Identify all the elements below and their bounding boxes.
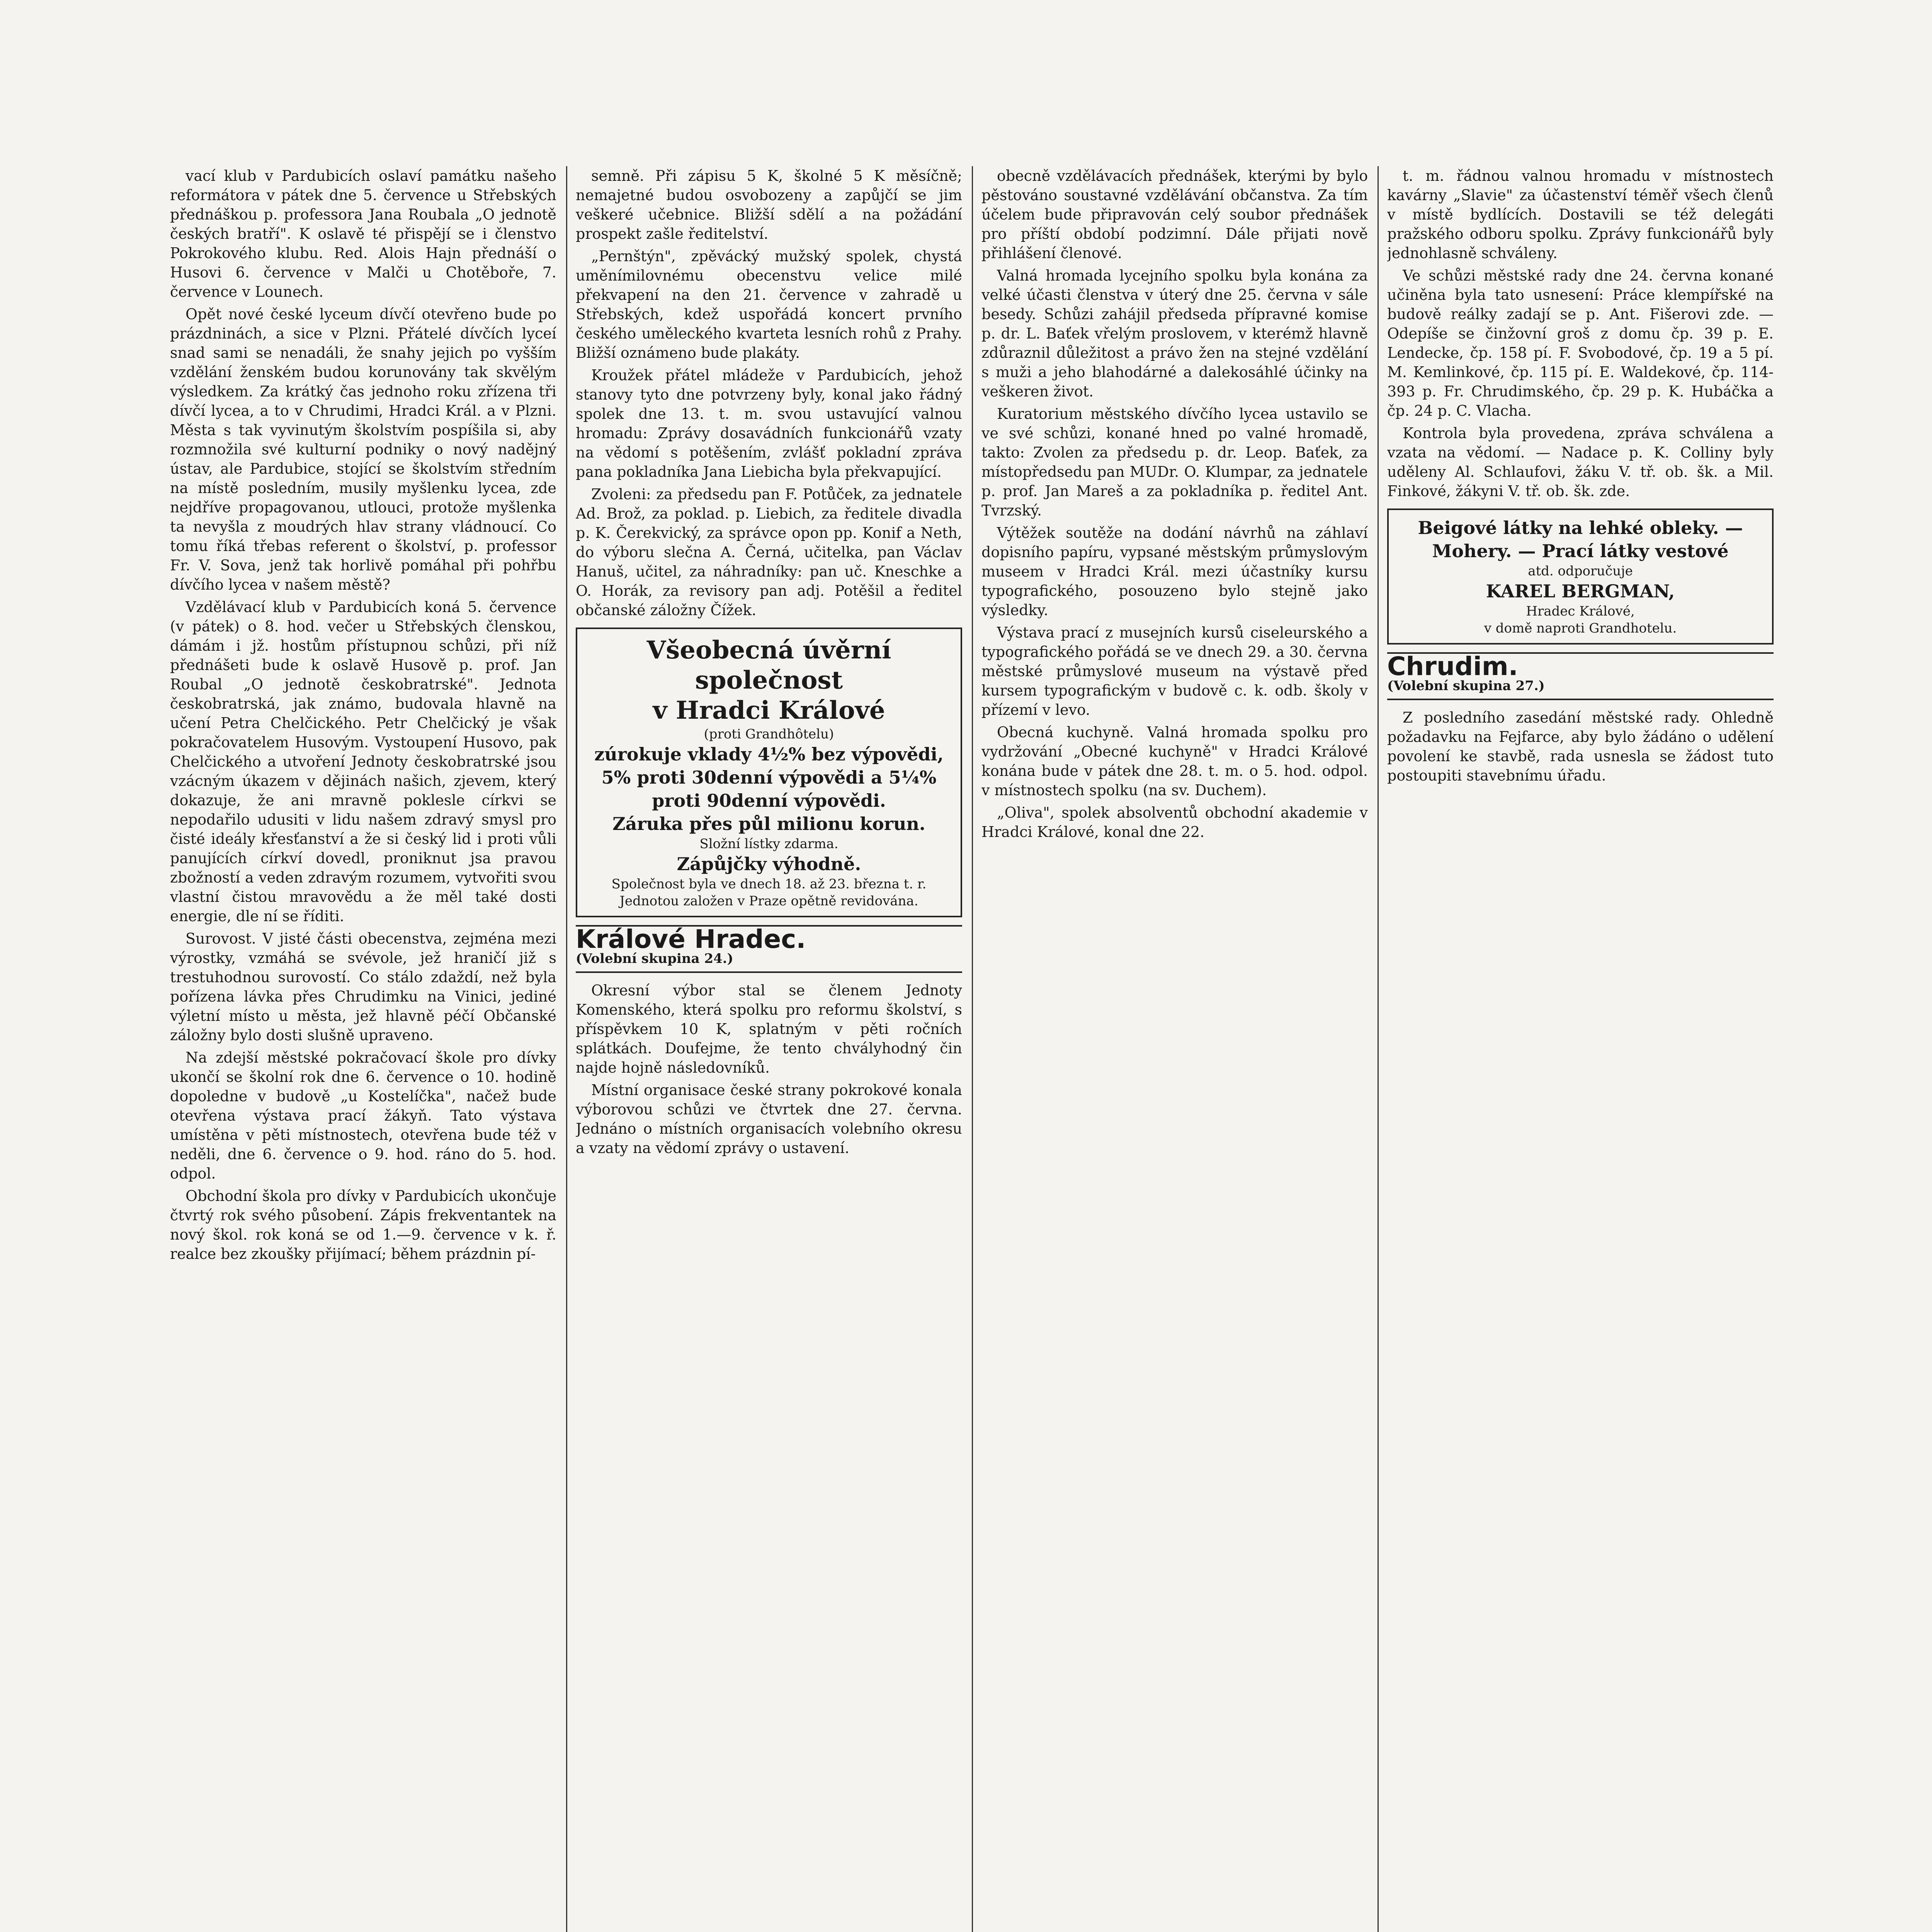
ad-address: v domě naproti Grandhotelu. bbox=[1484, 621, 1677, 636]
article-paragraph: Valná hromada lycejního spolku byla konána za velké účasti členstva v úterý dne 25. června v sále besedy. Schůzi zahájil předseda přípravné komise p. dr. L. Baťek vřelým proslovem, v kterémž hlavně zdůraznil důležitost a právo žen na stejné vzdělání s muži a jeho blahodárné a dalekosáhlé účinky na veškeren život. bbox=[981, 267, 1368, 400]
article-paragraph: Kuratorium městského dívčího lycea ustavilo se ve své schůzi, konané hned po valné hromadě, takto: Zvolen za předsedu p. dr. Leop. Baťek, za místopředsedu pan MUDr. O. Klumpar, za jednatele p. prof. Jan Mareš a za pokladníka p. ředitel Ant. Tvrzský. bbox=[981, 405, 1368, 519]
article-paragraph: Místní organisace české strany pokrokové konala výborovou schůzi ve čtvrtek dne 27. června. Jednáno o místních organisacích volebního okresu a vzaty na vědomí zprávy o ustavení. bbox=[576, 1082, 962, 1156]
section-title: Chrudim. bbox=[1387, 651, 1518, 681]
article-paragraph: Obchodní škola pro dívky v Pardubicích ukončuje čtvrtý rok svého působení. Zápis frekventantek na nový škol. rok koná se od 1.—9. července v k. ř. realce bez zkoušky přijímací; během prázdnin pí- bbox=[170, 1187, 556, 1262]
article-paragraph: Výtěžek soutěže na dodání návrhů na záhlaví dopisního papíru, vypsané městským průmyslovým museem v Hradci Král. mezi účastníky kursu typografického, posouzeno bylo stejně jako výsledky. bbox=[981, 524, 1368, 619]
textile-advertisement bbox=[1387, 509, 1774, 645]
article-paragraph: Zvoleni: za předsedu pan F. Potůček, za jednatele Ad. Brož, za poklad. p. Liebich, za ředitele divadla p. K. Čerekvický, za správce opon pp. Konif a Neth, do výboru slečna A. Černá, učitelka, pan Václav Hanuš, učitel, za náhradníky: pan uč. Kneschke a O. Horák, za revisory pan adj. Potěšil a ředitel občanské záložny Čížek. bbox=[576, 486, 962, 619]
article-paragraph: Okresní výbor stal se členem Jednoty Komenského, která spolku pro reformu školství, s příspěvkem 10 K, splatným v pěti ročních splátkách. Doufejme, že tento chvályhodný čin najde hojně následovníků. bbox=[576, 982, 962, 1076]
ad-founded: Společnost byla ve dnech 18. až 23. března t. r. Jednotou založen v Praze opětně revidována. bbox=[611, 876, 927, 909]
ad-goods: Beigové látky na lehké obleky. — Mohery. — Prací látky vestové bbox=[1418, 517, 1743, 561]
ad-loans: Zápůjčky výhodně. bbox=[677, 854, 861, 874]
article-paragraph: obecně vzdělávacích přednášek, kterými by bylo pěstováno soustavné vzdělávání občanstva. Za tím účelem bude připravován celý soubor přednášek pro příští období podzimní. Dále přijati nově přihlášení členové. bbox=[981, 167, 1368, 262]
ad-goods-suffix: atd. odporučuje bbox=[1528, 563, 1633, 579]
ad-guarantee: Záruka přes půl milionu korun. bbox=[612, 813, 925, 834]
ad-place: Hradec Králové, bbox=[1526, 604, 1635, 619]
section-header-chrudim bbox=[1387, 652, 1774, 700]
article-paragraph: Výstava prací z musejních kursů ciseleurského a typografického pořádá se ve dnech 29. a 30. června městské průmyslové museum na výstavě před kursem typografickým v budově c. k. odb. školy v přízemí v levo. bbox=[981, 624, 1368, 718]
column-3 bbox=[981, 166, 1368, 1932]
bank-advertisement bbox=[576, 628, 962, 917]
section-subtitle: (Volební skupina 24.) bbox=[576, 951, 733, 966]
article-paragraph: Kroužek přátel mládeže v Pardubicích, jehož stanovy tyto dne potvrzeny byly, konal jako řádný spolek dne 13. t. m. svou ustavující valnou hromadu: Zprávy dosavádních funkcionářů vzaty na vědomí s potěšením, zvlášť pokladní zpráva pana pokladníka Jana Liebicha byla překvapující. bbox=[576, 367, 962, 480]
column-1 bbox=[170, 166, 556, 1932]
ad-title: Všeobecná úvěrní společnost bbox=[646, 636, 891, 695]
section-header-hradec bbox=[576, 925, 962, 973]
article-paragraph: vací klub v Pardubicích oslaví památku našeho reformátora v pátek dne 5. července u Střebských přednáškou p. professora Jana Roubala „O jednotě českých bratří". K oslavě té přispějí se i členstvo Pokrokového klubu. Red. Alois Hajn přednáší o Husovi 6. července v Malči u Chotěboře, 7. července v Lounech. bbox=[170, 167, 556, 300]
ad-city: v Hradci Králové bbox=[653, 696, 885, 725]
article-paragraph: Vzdělávací klub v Pardubicích koná 5. července (v pátek) o 8. hod. večer u Střebských členskou, dámám i jž. hostům přístupnou schůzi, při níž přednášeti bude k oslavě Husově p. prof. Jan Roubal „O jednotě českobratrské". Jednota českobratrská, jak známo, budovala hlavně na učení Petra Chelčického. Petr Chelčický je však pokračovatelem Husovým. Vystoupení Husovo, pak Chelčického a utvoření Jednoty českobratrské jsou vzácným úkazem v dějinách našich, zjevem, který dokazuje, že ani mravně poklesle církvi se nepodařilo udusiti v lidu našem zdravý smysl pro čisté ideály křesťanství a že si český lid i proti vůli panujících církví dovedl, proniknut jsa pravou zbožností a veden zdravým rozumem, vytvořiti svou vlastní čistou mravovědu a že měl také dosti energie, dle ní se říditi. bbox=[170, 599, 556, 925]
ad-offer: zúrokuje vklady 4½% bez výpovědi, 5% proti 30denní výpovědi a 5¼% proti 90denní výpovědi. bbox=[594, 744, 944, 811]
article-paragraph: Surovost. V jisté části obecenstva, zejména mezi výrostky, vzmáhá se svévole, jež hraničí již s trestuhodnou surovostí. Co stálo zdaždí, než byla pořízena lávka přes Chrudimku na Vinici, jediné výletní místo u města, jež hlavně péčí Občanské záložny bylo dosti slušně upraveno. bbox=[170, 930, 556, 1044]
column-2 bbox=[576, 166, 962, 1932]
ad-location: (proti Grandhôtelu) bbox=[704, 726, 834, 742]
article-paragraph: Na zdejší městské pokračovací škole pro dívky ukončí se školní rok dne 6. července o 10. hodině dopoledne v budově „u Kostelíčka", načež bude otevřena výstava prací žákyň. Tato výstava umístěna v pěti místnostech, otevřena bude též v neděli, dne 6. července o 9. hod. ráno do 5. hod. odpol. bbox=[170, 1049, 556, 1182]
column-rule bbox=[1378, 166, 1379, 1932]
article-paragraph: Ve schůzi městské rady dne 24. června konané učiněna byla tato usnesení: Práce klempířské na budově reálky zadají se p. Ant. Fišerovi zde. — Odepíše se činžovní groš z domu čp. 39 p. E. Lendecke, čp. 158 pí. F. Svobodové, čp. 19 a 5 pí. M. Kemlinkové, čp. 115 pí. E. Waldekové, čp. 114-393 p. Fr. Chrudimského, čp. 29 p. K. Hubáčka a čp. 24 p. C. Vlacha. bbox=[1387, 267, 1774, 419]
column-rule bbox=[566, 166, 567, 1932]
article-paragraph: Opět nové české lyceum dívčí otevřeno bude po prázdninách, a sice v Plzni. Přátelé dívčích lyceí snad sami se nenadáli, že snahy jejich po vyšším vzdělání ženském budou korunovány tak skvělým výsledkem. Za krátký čas jednoho roku zřízena tři dívčí lycea, a to v Chrudimi, Hradci Král. a v Plzni. Města s tak vyvinutým školstvím pospíšila si, aby rozmnožila své kulturní podniky o nový nadějný ústav, ale Pardubice, stojící se školstvím středním na místě posledním, musily myšlenku lycea, zde nejdříve propagovanou, utlouci, protože myšlenka ta nevyšla z moudrých hlav strany vládnoucí. Co tomu říká třebas referent o školství, p. professor Fr. V. Sova, jenž tak horlivě pomáhal při pohřbu dívčího lycea v našem městě? bbox=[170, 306, 556, 593]
column-4 bbox=[1387, 166, 1774, 1932]
ad-deposit: Složní lístky zdarma. bbox=[699, 836, 838, 852]
article-paragraph: Kontrola byla provedena, zpráva schválena a vzata na vědomí. — Nadace p. K. Colliny byly uděleny Al. Schlaufovi, žáku V. tř. ob. šk. a Mil. Finkové, žákyni V. tř. ob. šk. zde. bbox=[1387, 425, 1774, 500]
article-paragraph: semně. Při zápisu 5 K, školné 5 K měsíčně; nemajetné budou osvobozeny a zapůjčí se jim veškeré učebnice. Bližší sdělí a na požádání prospekt zašle ředitelství. bbox=[576, 167, 962, 242]
column-rule bbox=[972, 166, 973, 1932]
article-paragraph: Z posledního zasedání městské rady. Ohledně požadavku na Fejfarce, aby bylo žádáno o udělení povolení ke stavbě, rada usnesla se žádost tuto postoupiti stavebnímu úřadu. bbox=[1387, 709, 1774, 784]
article-paragraph: „Pernštýn", zpěvácký mužský spolek, chystá uměnímilovnému obecenstvu velice milé překvapení na den 21. července v zahradě u Střebských, kdež uspořádá koncert prvního českého uměleckého kvarteta lesních rohů z Prahy. Bližší oznámeno bude plakáty. bbox=[576, 248, 962, 361]
ad-merchant: KAREL BERGMAN, bbox=[1486, 581, 1675, 602]
article-paragraph: „Oliva", spolek absolventů obchodní akademie v Hradci Králové, konal dne 22. bbox=[981, 804, 1368, 840]
section-subtitle: (Volební skupina 27.) bbox=[1387, 678, 1545, 694]
article-paragraph: t. m. řádnou valnou hromadu v místnostech kavárny „Slavie" za účastenství téměř všech členů v místě bydlících. Dostavili se též delegáti pražského odboru spolku. Zprávy funkcionářů byly jednohlasně schváleny. bbox=[1387, 167, 1774, 262]
section-title: Králové Hradec. bbox=[576, 924, 806, 954]
article-paragraph: Obecná kuchyně. Valná hromada spolku pro vydržování „Obecné kuchyně" v Hradci Králové konána bude v pátek dne 28. t. m. o 5. hod. odpol. v místnostech spolku (na sv. Duchem). bbox=[981, 724, 1368, 799]
